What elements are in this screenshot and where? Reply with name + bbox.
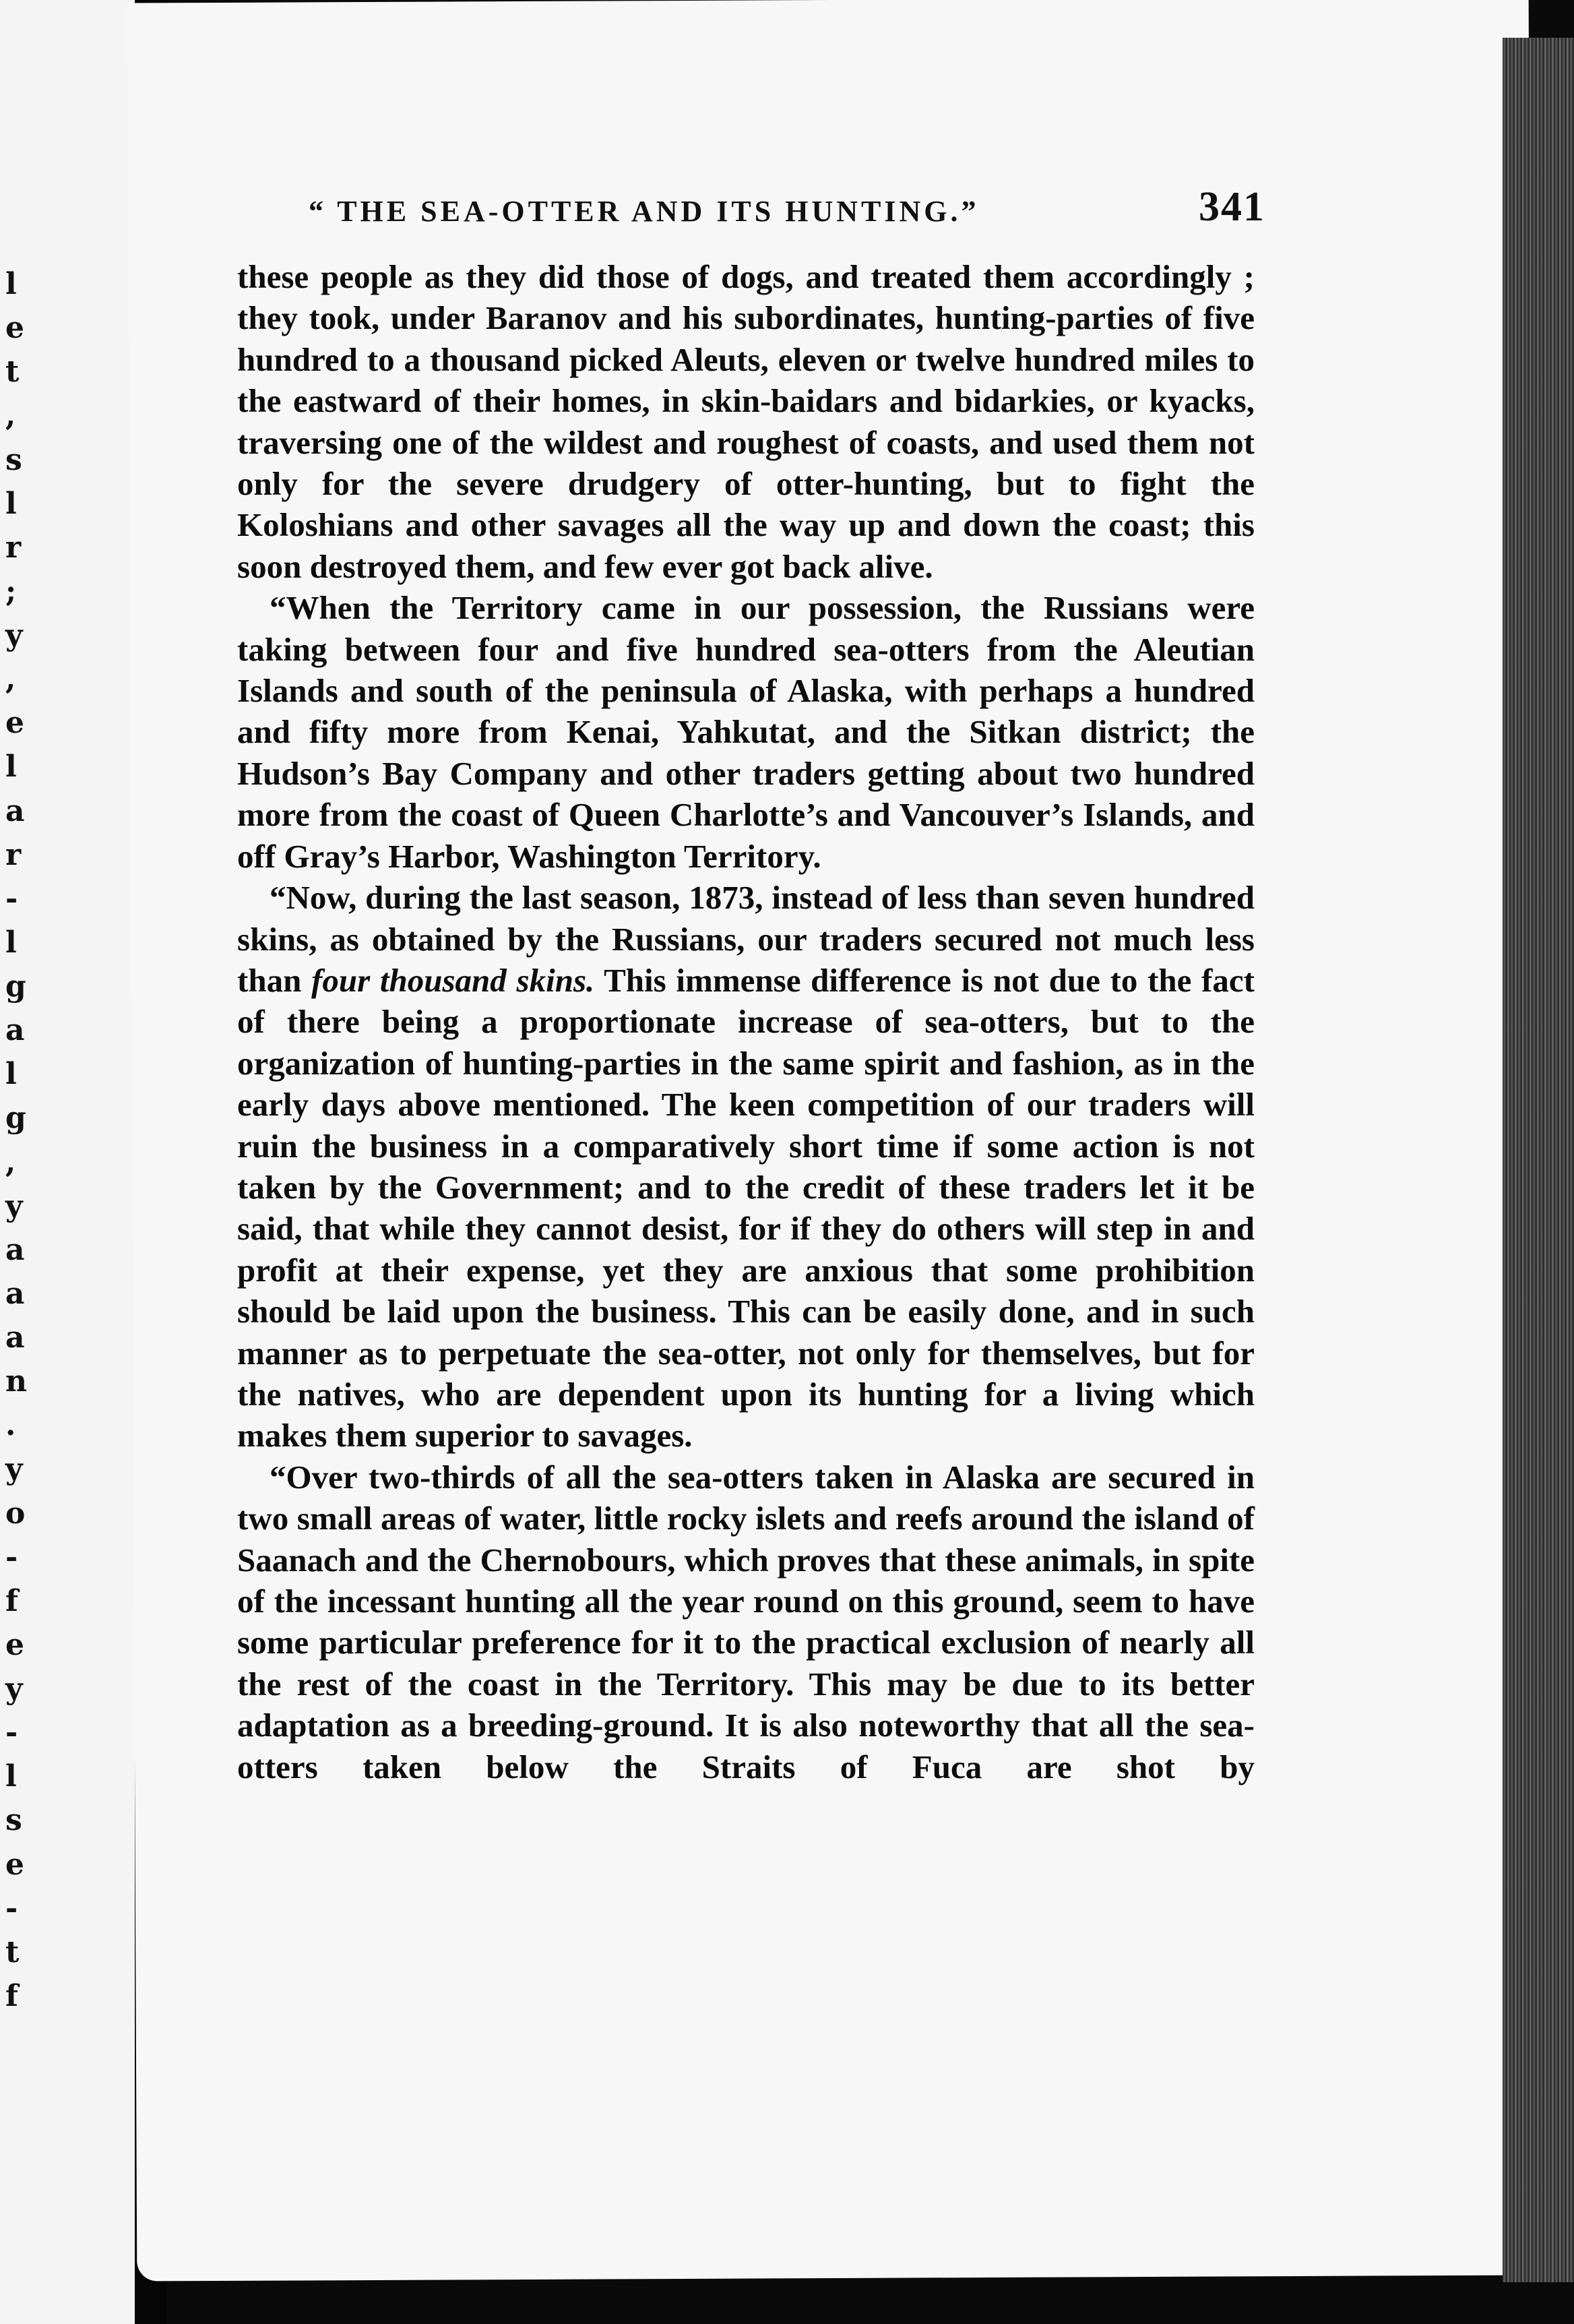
facing-page-letter: y [5,1452,23,1486]
facing-page-letter: . [5,1408,16,1442]
facing-page-letter: e [5,1847,24,1882]
facing-page-letter: l [5,487,17,521]
facing-page-letter: f [5,1979,18,2013]
facing-page-letter: l [5,1759,17,1794]
facing-page-letter: l [5,1057,17,1091]
facing-page-letter: - [5,882,18,916]
facing-page-letter: e [5,1628,24,1662]
facing-page-letter: r [5,530,22,565]
facing-page-letter: l [5,267,17,301]
facing-page-letter: e [5,706,24,740]
facing-page-letter: a [5,1233,25,1267]
paragraph-3 [237,877,1255,1457]
facing-page-letter: s [5,1803,22,1837]
facing-page-letter: s [5,443,22,477]
facing-page-letter: y [5,618,23,652]
facing-page-letter: ; [5,574,17,609]
page-number: 341 [1199,184,1265,230]
facing-page [0,0,135,2324]
facing-page-letter: , [5,662,16,696]
facing-page-letter: , [5,398,16,433]
facing-page-letter: t [5,1935,20,1969]
facing-page-letter: l [5,750,17,784]
facing-page-margin-text [0,0,135,2324]
paragraph-4: “Over two-thirds of all the sea-otters taken in Alaska are secured in two small areas of water, little rocky islets and reefs around the island of Saanach and the Chernobours, which proves that these animals, in spite of the incessant hunting all the year round on this ground, seem to have some particular preference for it to the practical exclusion of nearly all the rest of the coast in the Territory. This may be due to its better adaptation as a breeding-ground. It is also noteworthy that all the sea-otters taken below the Straits of Fuca are shot by [237,1458,1255,1785]
facing-page-letter: e [5,311,24,345]
facing-page-letter: a [5,1320,25,1355]
facing-page-letter: - [5,1540,18,1574]
page-edges [1503,38,1574,2282]
paragraph-3-before: “Now, during the last season, 1873, instead of less than seven hundred skins, as obtained by the Russians, our traders secured not much less than [237,879,1255,999]
facing-page-letter: a [5,794,25,828]
page-header [309,183,1265,244]
facing-page-letter: g [5,969,26,1004]
facing-page-letter: l [5,925,17,960]
facing-page-letter: o [5,1496,26,1531]
paragraph-3-after: This immense difference is not due to the fact of there being a proportionate increase of sea-otters, but to the organization of hunting-parties in the same spirit and fashion, as in the early days above mentioned. The keen competition of our traders will ruin the business in a comparatively short time if some action is not taken by the Government; and to the credit of these traders let it be said, that while they cannot desist, for if they do others will step in and profit at their expense, yet they are anxious that some prohibition should be laid upon the business. This can be easily done, and in such manner as to perpetuate the sea-otter, not only for themselves, but for the natives, who are dependent upon its hunting for a living which makes them superior to savages. [237,961,1255,1455]
paragraph-2: “When the Territory came in our possession, the Russians were taking between four and five hundred sea-otters from the Aleutian Islands and south of the peninsula of Alaska, with perhaps a hundred and fifty more from Kenai, Yahkutat, and the Sitkan district; the Hudson’s Bay Company and other traders getting about two hundred more from the coast of Queen Charlotte’s and Vancouver’s Islands, and off Gray’s Harbor, Washington Territory. [237,589,1255,875]
facing-page-letter: y [5,1672,23,1706]
facing-page-letter: y [5,1189,23,1223]
facing-page-letter: a [5,1277,25,1311]
facing-page-letter: f [5,1584,18,1618]
facing-page-letter: - [5,1891,18,1926]
facing-page-letter: g [5,1101,26,1135]
paragraph-1: these people as they did those of dogs, and treated them accordingly ; they took, under Baranov and his subordinates, hunting-parties of five hundred to a thousand picked Aleuts, eleven or twelve hundred miles to the eastward of their homes, in skin-baidars and bidarkies, or kyacks, traversing one of the wildest and roughest of coasts, and used them not only for the severe drudgery of otter-hunting, but to fight the Koloshians and other savages all the way up and down the coast; this soon destroyed them, and few ever got back alive. [237,258,1255,585]
facing-page-letter: r [5,838,22,872]
facing-page-letter: t [5,355,20,389]
facing-page-letter: n [5,1364,27,1399]
facing-page-letter: - [5,1715,18,1750]
facing-page-letter: a [5,1013,25,1047]
paragraph-3-emphasis: four thousand skins. [311,961,595,999]
body-text [237,256,1255,1787]
running-head: “ THE SEA-OTTER AND ITS HUNTING.” [309,195,980,228]
facing-page-letter: , [5,1145,16,1180]
